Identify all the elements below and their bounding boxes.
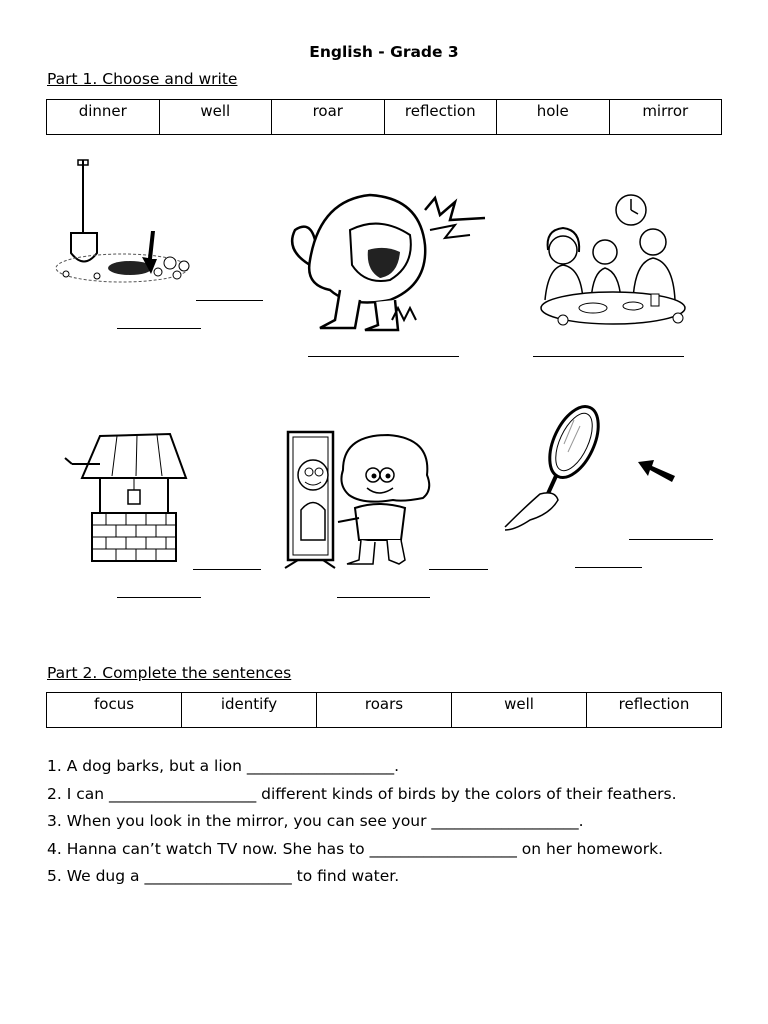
answer-blank[interactable]: [429, 569, 488, 570]
sentence-3: 3. When you look in the mirror, you can see your ___________________.: [47, 812, 584, 830]
shovel-hole-picture: [52, 158, 202, 298]
part2-word-box: [46, 692, 722, 728]
word-cell: dinner: [47, 100, 160, 135]
wishing-well-picture: [62, 428, 192, 568]
word-cell: reflection: [384, 100, 497, 135]
answer-blank[interactable]: [337, 597, 430, 598]
sentence-4: 4. Hanna can’t watch TV now. She has to ___________________ on her homework.: [47, 839, 664, 858]
answer-blank[interactable]: [308, 356, 459, 357]
answer-blank[interactable]: [575, 567, 642, 568]
part2-heading: Part 2. Complete the sentences: [47, 664, 292, 682]
page-title: English - Grade 3: [309, 43, 459, 61]
boy-mirror-picture: [283, 430, 433, 570]
word-cell: identify: [182, 693, 317, 728]
part1-word-box: [46, 99, 722, 135]
word-cell: hole: [497, 100, 610, 135]
word-cell: roars: [317, 693, 452, 728]
sentence-2: 2. I can ___________________ different kinds of birds by the colors of their feathers.: [47, 784, 677, 803]
answer-blank[interactable]: [117, 328, 201, 329]
word-cell: well: [452, 693, 587, 728]
answer-blank[interactable]: [629, 539, 713, 540]
hand-mirror-picture: [500, 402, 685, 537]
part1-heading: Part 1. Choose and write: [47, 70, 238, 88]
word-cell: mirror: [609, 100, 722, 135]
sentence-list: [47, 753, 737, 891]
sentence-5: 5. We dug a ___________________ to find water.: [47, 867, 400, 885]
answer-blank[interactable]: [193, 569, 261, 570]
word-cell: roar: [272, 100, 385, 135]
family-dinner-picture: [533, 190, 693, 335]
word-cell: reflection: [587, 693, 722, 728]
sentence-1: 1. A dog barks, but a lion ___________________.: [47, 757, 400, 775]
word-cell: focus: [47, 693, 182, 728]
roaring-lion-picture: [280, 190, 490, 335]
answer-blank[interactable]: [533, 356, 684, 357]
word-cell: well: [159, 100, 272, 135]
answer-blank[interactable]: [196, 300, 263, 301]
answer-blank[interactable]: [117, 597, 201, 598]
